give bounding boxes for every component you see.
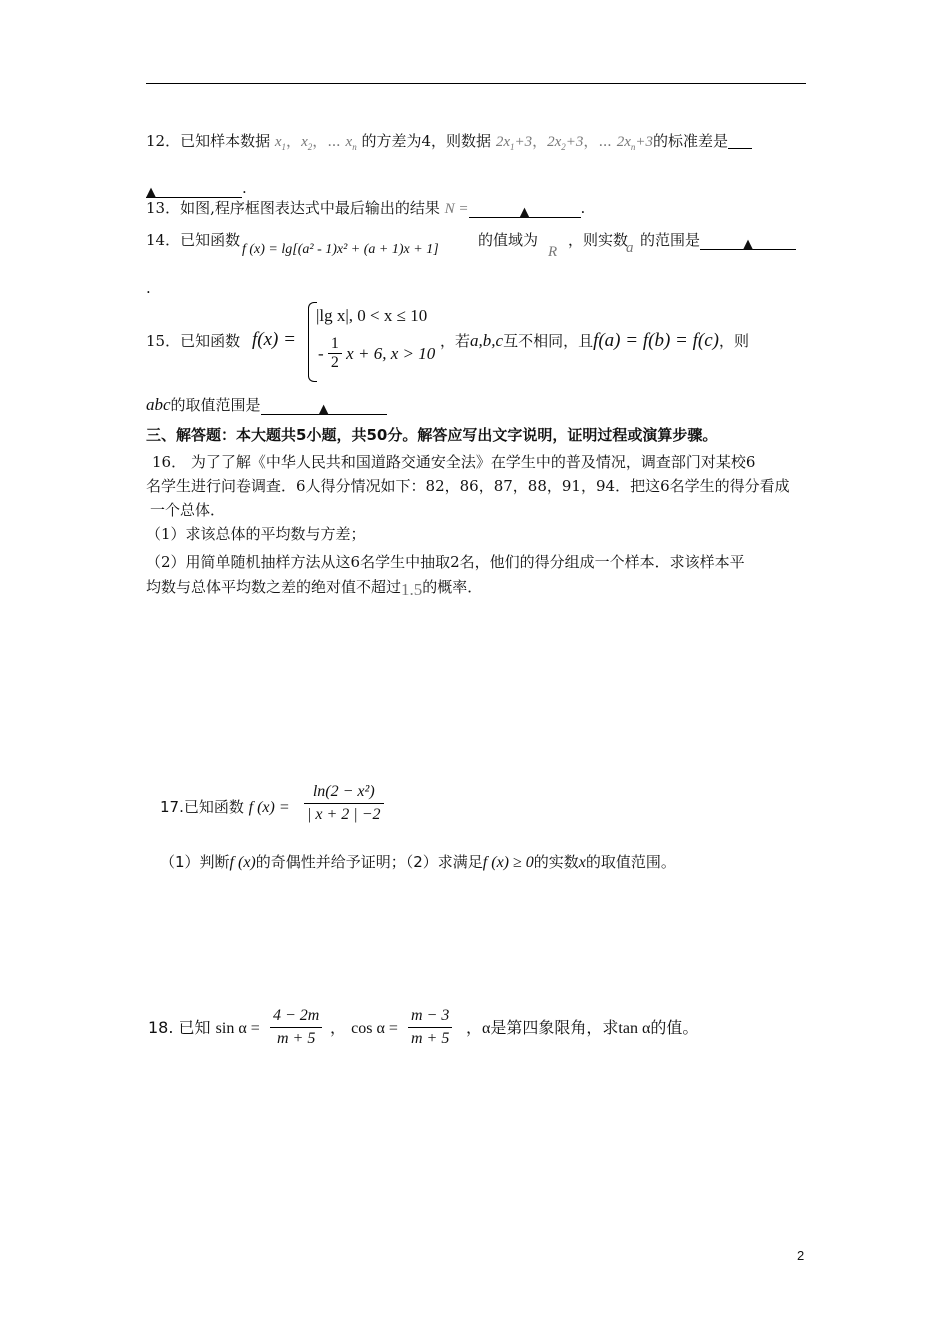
page-number: 2 — [797, 1248, 805, 1263]
question-15-rest: ，若a,b,c互不相同，且f(a) = f(b) = f(c)，则 — [440, 330, 749, 351]
question-16-part-2: （2）用简单随机抽样方法从这6名学生中抽取2名，他们的得分组成一个样本．求该样本平 — [146, 553, 745, 571]
question-16-line-1: 16． 为了了解《中华人民共和国道路交通安全法》在学生中的普及情况，调查部门对某校6 — [152, 453, 756, 471]
q12-prefix: 12．已知样本数据 — [146, 132, 271, 150]
question-12: 12．已知样本数据 $x_1$，$x_2$，⋯ $x_n$ 的方差为4，则数据 $2x_1+3$，$2x_2+3$，⋯ $2x_n+3$的标准差是 — [146, 131, 752, 157]
question-18: 18. 已知 sin α = — [148, 1018, 260, 1037]
header-rule — [146, 83, 806, 84]
question-16-part-1: （1）求该总体的平均数与方差； — [146, 525, 366, 543]
piecewise-case-1: |lg x|, 0 < x ≤ 10 — [316, 306, 428, 325]
question-16-part-2b: 均数与总体平均数之差的绝对值不超过1.5的概率． — [146, 578, 483, 599]
question-17: 17.已知函数 f (x) = — [160, 798, 290, 816]
question-14-R: R — [548, 244, 558, 260]
question-14: 14．已知函数 — [146, 231, 241, 249]
question-14-function: f (x) = lg[(a² - 1)x² + (a + 1)x + 1] — [242, 242, 439, 257]
question-16-line-2: 名学生进行问卷调查．6人得分情况如下：82，86，87，88，91，94．把这6名学生的得分看成 — [146, 477, 790, 495]
answer-blank-marker: ▲ — [318, 402, 329, 417]
question-15-line2: abc的取值范围是 ▲ — [146, 395, 387, 415]
answer-blank-marker: ▲ — [519, 205, 530, 220]
question-17-parts: （1）判断f (x)的奇偶性并给予证明；（2）求满足f (x) ≥ 0的实数x的取值范围。 — [160, 853, 676, 871]
question-13: 13．如图,程序框图表达式中最后输出的结果 N = ▲ . — [146, 199, 586, 220]
q12-mid: 的方差为4，则数据 — [361, 132, 492, 150]
piecewise-case-2: - $\frac{1}{2}$ x + 6, x > 10 — [318, 335, 436, 371]
question-17-fraction: $\frac{\text{ln(2 − x²)}}{| x + 2 | -2}$ — [304, 781, 384, 826]
question-18-rest: ，α是第四象限角，求tan α的值。 — [466, 1018, 699, 1037]
question-16-line-3: 一个总体． — [150, 501, 226, 519]
question-14-suffix: 的范围是 ▲ — [640, 230, 796, 250]
question-15: 15．已知函数 — [146, 332, 241, 350]
q12-suffix: 的标准差是 — [653, 132, 729, 150]
answer-blank-marker: ▲ — [743, 237, 754, 252]
question-14-a: a — [626, 240, 634, 256]
question-18-cos-fraction: $\frac{m - 3}{m + 5}$ — [408, 1005, 452, 1050]
question-14-rest: 的值域为 — [478, 231, 539, 249]
question-18-sin-fraction: $\frac{4 - 2m}{m + 5}$ — [270, 1005, 322, 1050]
question-18-cos: ， cos α = — [330, 1018, 398, 1037]
question-12-blank: ▲ . — [146, 179, 247, 200]
section-3-heading: 三、解答题：本大题共5小题，共50分。解答应写出文字说明，证明过程或演算步骤。 — [146, 426, 718, 444]
answer-blank-marker: ▲ — [146, 185, 156, 200]
question-15-f: f(x) = — [252, 329, 296, 350]
question-14-rest2: ，则实数 — [568, 231, 629, 249]
question-14-end: . — [146, 279, 151, 297]
